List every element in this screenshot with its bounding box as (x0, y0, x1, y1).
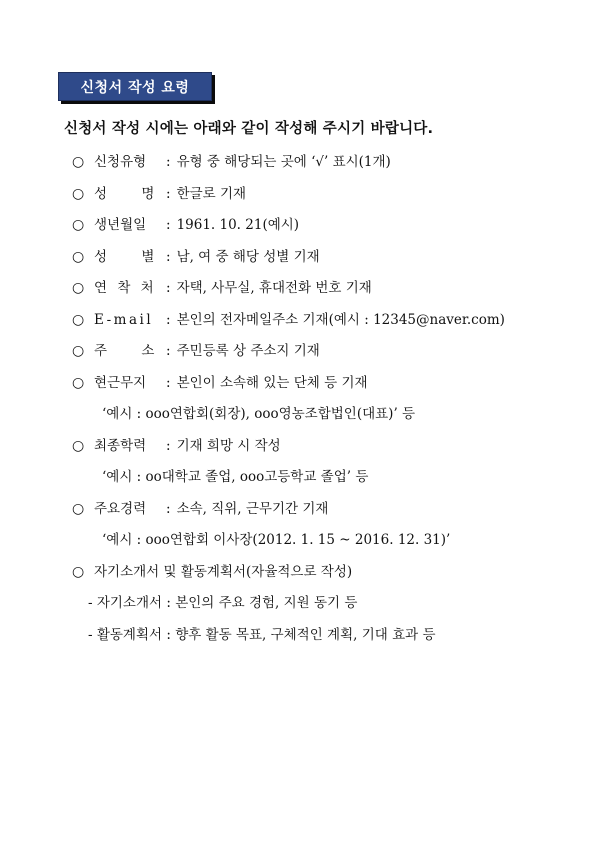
item-description: 자택, 사무실, 휴대전화 번호 기재 (176, 280, 372, 296)
item-career (72, 497, 328, 517)
colon-separator: : (166, 375, 171, 391)
item-description: 본인의 전자메일주소 기재(예시 : 12345@naver.com) (176, 312, 505, 328)
section-title: 신청서 작성 요령 (58, 72, 212, 101)
item-education (72, 434, 281, 454)
colon-separator: : (166, 312, 171, 328)
circle-bullet-icon: ○ (72, 186, 85, 202)
item-label: 주 소 (94, 343, 155, 359)
item-description: 유형 중 해당되는 곳에 ‘√’ 표시(1개) (176, 154, 391, 170)
item-workplace (72, 371, 368, 391)
circle-bullet-icon: ○ (72, 438, 85, 454)
circle-bullet-icon: ○ (72, 249, 85, 265)
item-contact (72, 276, 372, 296)
item-description: 남, 여 중 해당 성별 기재 (176, 249, 320, 265)
item-description: 주민등록 상 주소지 기재 (176, 343, 320, 359)
item-label: 성 명 (94, 186, 155, 202)
item-label: 현근무지 (94, 375, 147, 391)
item-description: 자기소개서 및 활동계획서(자율적으로 작성) (94, 564, 353, 580)
item-label: 생년월일 (94, 217, 147, 233)
circle-bullet-icon: ○ (72, 312, 85, 328)
item-description: 1961. 10. 21(예시) (176, 217, 300, 233)
colon-separator: : (166, 280, 171, 296)
colon-separator: : (166, 501, 171, 517)
circle-bullet-icon: ○ (72, 564, 85, 580)
item-description: 기재 희망 시 작성 (176, 438, 281, 454)
item-label: 성 별 (94, 249, 155, 265)
circle-bullet-icon: ○ (72, 217, 85, 233)
circle-bullet-icon: ○ (72, 501, 85, 517)
item-label: 신청유형 (94, 154, 147, 170)
colon-separator: : (166, 154, 171, 170)
item-label: 주요경력 (94, 501, 147, 517)
item-gender (72, 245, 320, 265)
colon-separator: : (166, 217, 171, 233)
item-description: 한글로 기재 (176, 186, 247, 202)
colon-separator: : (166, 249, 171, 265)
subitem-activity-plan: - 활동계획서 : 향후 활동 목표, 구체적인 계획, 기대 효과 등 (88, 627, 436, 643)
circle-bullet-icon: ○ (72, 343, 85, 359)
item-label: E-mail (94, 312, 154, 328)
subitem-self-introduction: - 자기소개서 : 본인의 주요 경험, 지원 동기 등 (88, 595, 358, 611)
item-description: 본인이 소속해 있는 단체 등 기재 (176, 375, 368, 391)
workplace-example: ‘예시 : ooo연합회(회장), ooo영농조합법인(대표)’ 등 (102, 406, 416, 422)
intro-text: 신청서 작성 시에는 아래와 같이 작성해 주시기 바랍니다. (64, 121, 434, 137)
item-birthdate (72, 213, 299, 233)
circle-bullet-icon: ○ (72, 375, 85, 391)
item-email (72, 308, 505, 328)
career-example: ‘예시 : ooo연합회 이사장(2012. 1. 15 ~ 2016. 12. 31)’ (102, 532, 451, 548)
colon-separator: : (166, 186, 171, 202)
item-label: 연 착 처 (94, 280, 154, 296)
circle-bullet-icon: ○ (72, 280, 85, 296)
colon-separator: : (166, 438, 171, 454)
item-label: 최종학력 (94, 438, 147, 454)
colon-separator: : (166, 343, 171, 359)
item-self-intro (72, 560, 352, 580)
item-name (72, 182, 246, 202)
item-application-type (72, 150, 391, 170)
education-example: ‘예시 : oo대학교 졸업, ooo고등학교 졸업’ 등 (102, 469, 369, 485)
item-address (72, 339, 320, 359)
circle-bullet-icon: ○ (72, 154, 85, 170)
item-description: 소속, 직위, 근무기간 기재 (176, 501, 329, 517)
